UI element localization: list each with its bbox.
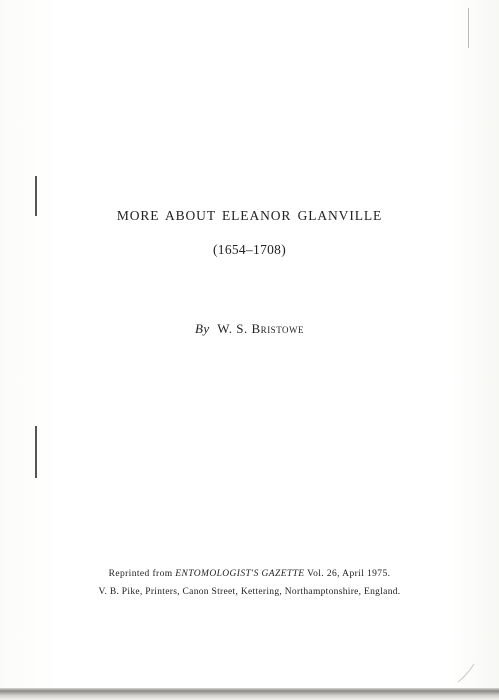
printer-line: V. B. Pike, Printers, Canon Street, Kettering, Northamptonshire, England. [98,587,401,597]
byline [0,321,499,337]
byline-by: By [194,321,210,336]
page-corner-curl [456,662,476,684]
author-initials: W. S. [217,321,248,336]
author-surname: Bristowe [251,321,305,336]
document-dates: (1654–1708) [212,242,287,257]
document-title: MORE ABOUT ELEANOR GLANVILLE [116,208,383,223]
page-bottom-edge [0,688,499,700]
edge-mark [35,426,37,478]
reprint-note [0,569,499,579]
journal-name: ENTOMOLOGIST'S GAZETTE [175,569,305,579]
reprint-suffix: Vol. 26, April 1975. [307,569,391,579]
reprint-prefix: Reprinted from [108,569,173,579]
edge-mark [468,8,469,48]
